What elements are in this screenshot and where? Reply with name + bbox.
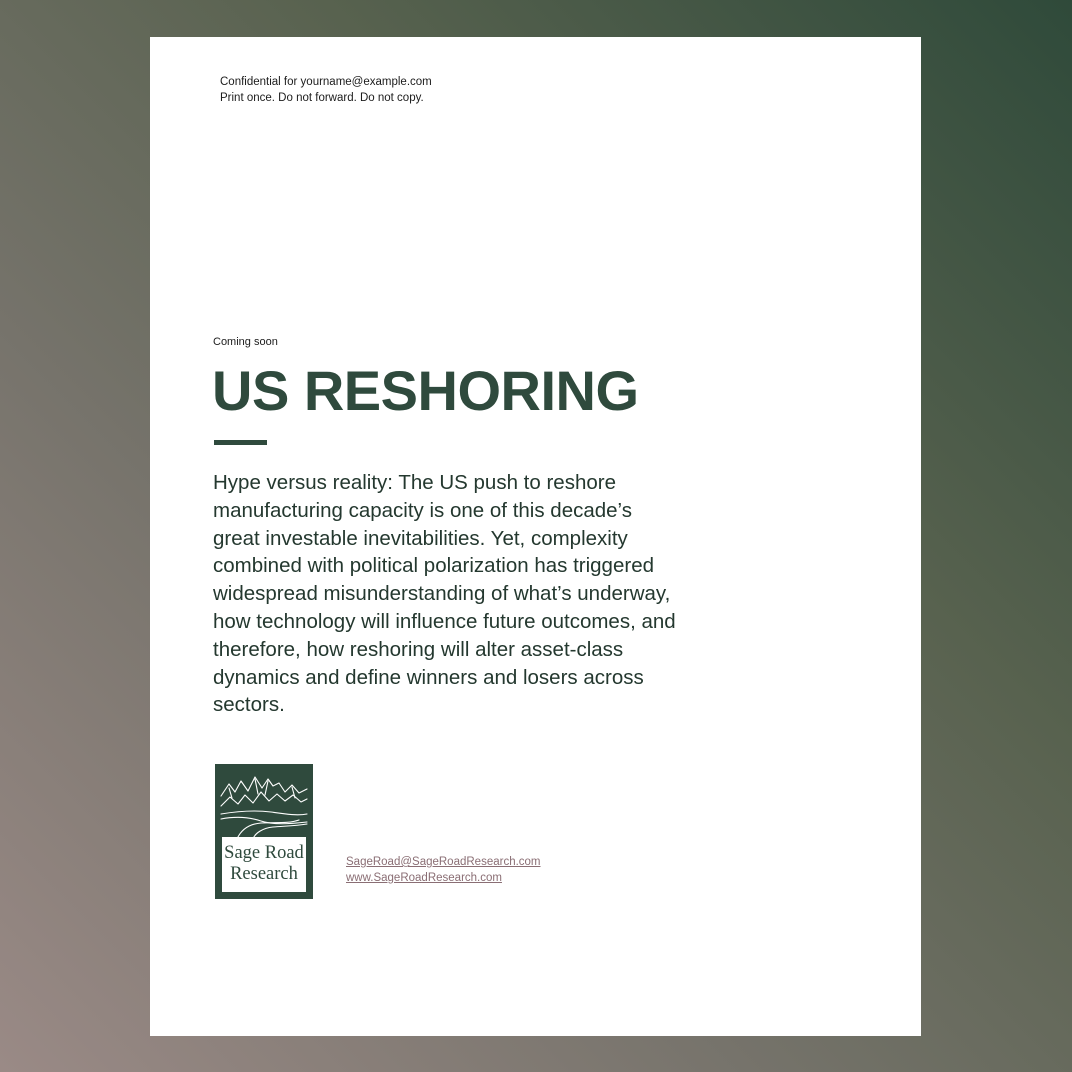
document-page xyxy=(150,37,921,1036)
website-link[interactable]: www.SageRoadResearch.com xyxy=(346,872,502,884)
page-title: US RESHORING xyxy=(212,359,639,422)
logo-wordmark-box xyxy=(222,837,306,892)
print-notice: Print once. Do not forward. Do not copy. xyxy=(220,92,424,104)
logo-wordmark xyxy=(222,843,306,885)
email-link[interactable]: SageRoad@SageRoadResearch.com xyxy=(346,856,541,868)
description-paragraph: Hype versus reality: The US push to reshore manufacturing capacity is one of this decade’s great investable inevitabilities. Yet, complexity combined with political polarization has triggered widespread misunderstanding of what’s underway, how technology will influence future outcomes, and therefore, how reshoring will alter asset-class dynamics and define winners and losers across sectors. xyxy=(213,471,676,717)
confidential-line: Confidential for yourname@example.com xyxy=(220,76,432,88)
eyebrow-label: Coming soon xyxy=(213,336,278,348)
logo-line-1: Sage Road xyxy=(224,843,304,863)
mountain-landscape-icon xyxy=(215,764,313,839)
logo-line-2: Research xyxy=(230,864,298,884)
title-underline-divider xyxy=(214,440,267,445)
sage-road-research-logo xyxy=(215,764,313,899)
contact-links xyxy=(346,854,541,886)
confidential-notice xyxy=(220,74,432,106)
